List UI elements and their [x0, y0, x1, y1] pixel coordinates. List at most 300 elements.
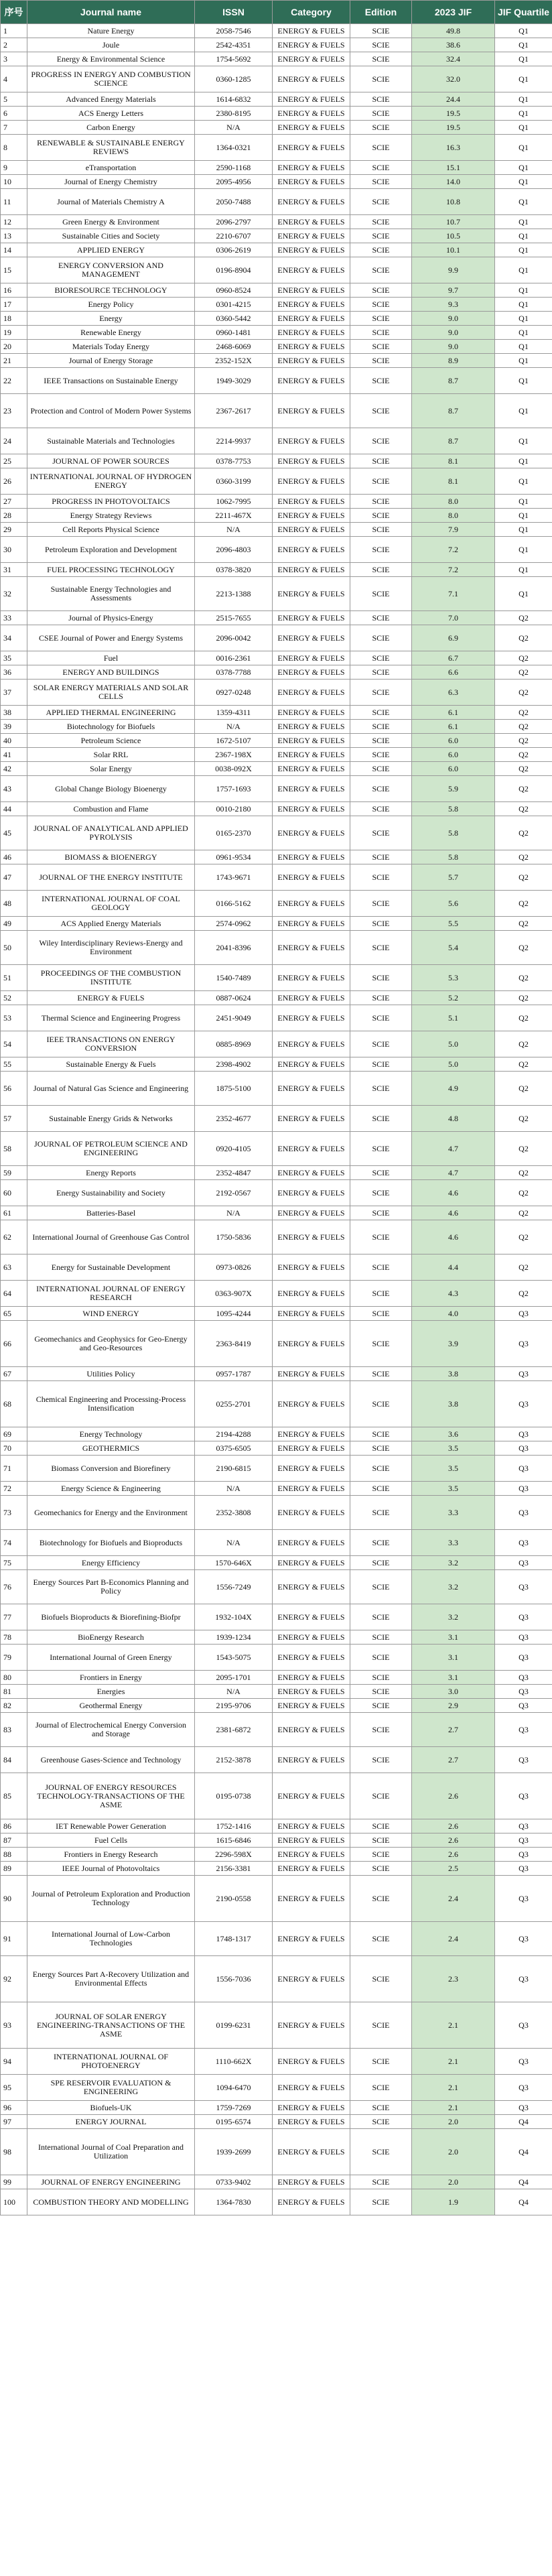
cell-journal-name: ENERGY JOURNAL — [27, 2115, 195, 2129]
cell-category: ENERGY & FUELS — [273, 917, 350, 931]
cell-journal-name: ENERGY CONVERSION AND MANAGEMENT — [27, 257, 195, 283]
cell-edition: SCIE — [350, 1281, 412, 1307]
cell-issn: 0195-0738 — [195, 1773, 273, 1819]
cell-edition: SCIE — [350, 1699, 412, 1713]
cell-jif: 7.2 — [412, 563, 495, 577]
table-row — [1, 283, 552, 298]
cell-edition: SCIE — [350, 816, 412, 850]
cell-journal-name: Cell Reports Physical Science — [27, 523, 195, 537]
cell-index: 38 — [1, 706, 27, 720]
cell-quartile: Q2 — [495, 1005, 552, 1031]
cell-category: ENERGY & FUELS — [273, 283, 350, 298]
table-row — [1, 1922, 552, 1956]
cell-edition: SCIE — [350, 965, 412, 991]
table-row — [1, 1031, 552, 1057]
cell-journal-name: International Journal of Coal Preparation and Utilization — [27, 2129, 195, 2175]
table-row — [1, 748, 552, 762]
cell-journal-name: Sustainable Energy Grids & Networks — [27, 1106, 195, 1132]
header-category: Category — [273, 1, 350, 24]
cell-jif: 4.6 — [412, 1180, 495, 1206]
cell-category: ENERGY & FUELS — [273, 368, 350, 394]
cell-quartile: Q2 — [495, 706, 552, 720]
cell-issn: 2096-0042 — [195, 625, 273, 651]
cell-category: ENERGY & FUELS — [273, 215, 350, 229]
cell-quartile: Q1 — [495, 523, 552, 537]
cell-issn: N/A — [195, 720, 273, 734]
cell-issn: N/A — [195, 523, 273, 537]
cell-category: ENERGY & FUELS — [273, 161, 350, 175]
table-row — [1, 1005, 552, 1031]
cell-edition: SCIE — [350, 1321, 412, 1367]
table-row — [1, 1570, 552, 1604]
table-row — [1, 428, 552, 454]
table-row — [1, 917, 552, 931]
cell-quartile: Q2 — [495, 891, 552, 917]
table-row — [1, 776, 552, 802]
cell-category: ENERGY & FUELS — [273, 720, 350, 734]
cell-quartile: Q3 — [495, 1862, 552, 1876]
cell-quartile: Q3 — [495, 1848, 552, 1862]
cell-edition: SCIE — [350, 734, 412, 748]
cell-index: 39 — [1, 720, 27, 734]
cell-edition: SCIE — [350, 577, 412, 611]
cell-index: 64 — [1, 1281, 27, 1307]
cell-category: ENERGY & FUELS — [273, 1254, 350, 1281]
table-row — [1, 298, 552, 312]
cell-issn: 2367-198X — [195, 748, 273, 762]
cell-edition: SCIE — [350, 1685, 412, 1699]
cell-quartile: Q1 — [495, 495, 552, 509]
table-row — [1, 340, 552, 354]
header-jif: 2023 JIF — [412, 1, 495, 24]
cell-category: ENERGY & FUELS — [273, 1773, 350, 1819]
cell-index: 69 — [1, 1427, 27, 1441]
cell-edition: SCIE — [350, 850, 412, 864]
cell-category: ENERGY & FUELS — [273, 2115, 350, 2129]
cell-issn: 2363-8419 — [195, 1321, 273, 1367]
cell-jif: 24.4 — [412, 92, 495, 107]
cell-quartile: Q3 — [495, 2075, 552, 2101]
cell-journal-name: SPE RESERVOIR EVALUATION & ENGINEERING — [27, 2075, 195, 2101]
cell-category: ENERGY & FUELS — [273, 563, 350, 577]
cell-edition: SCIE — [350, 312, 412, 326]
cell-category: ENERGY & FUELS — [273, 1321, 350, 1367]
cell-jif: 3.0 — [412, 1685, 495, 1699]
cell-index: 65 — [1, 1307, 27, 1321]
cell-journal-name: Advanced Energy Materials — [27, 92, 195, 107]
cell-journal-name: Thermal Science and Engineering Progress — [27, 1005, 195, 1031]
cell-issn: 2381-6872 — [195, 1713, 273, 1747]
cell-edition: SCIE — [350, 1106, 412, 1132]
cell-jif: 4.7 — [412, 1166, 495, 1180]
cell-jif: 2.1 — [412, 2101, 495, 2115]
cell-edition: SCIE — [350, 283, 412, 298]
table-row — [1, 135, 552, 161]
cell-index: 91 — [1, 1922, 27, 1956]
cell-issn: 1752-1416 — [195, 1819, 273, 1833]
cell-issn: 0927-0248 — [195, 680, 273, 706]
cell-journal-name: INTERNATIONAL JOURNAL OF ENERGY RESEARCH — [27, 1281, 195, 1307]
cell-journal-name: Protection and Control of Modern Power Systems — [27, 394, 195, 428]
cell-edition: SCIE — [350, 2115, 412, 2129]
cell-journal-name: IEEE TRANSACTIONS ON ENERGY CONVERSION — [27, 1031, 195, 1057]
cell-jif: 3.6 — [412, 1427, 495, 1441]
cell-quartile: Q3 — [495, 1773, 552, 1819]
cell-category: ENERGY & FUELS — [273, 1031, 350, 1057]
cell-edition: SCIE — [350, 298, 412, 312]
cell-jif: 4.7 — [412, 1132, 495, 1166]
cell-issn: 2096-2797 — [195, 215, 273, 229]
cell-category: ENERGY & FUELS — [273, 229, 350, 243]
cell-quartile: Q2 — [495, 850, 552, 864]
cell-issn: 0733-9402 — [195, 2175, 273, 2189]
cell-issn: 0038-092X — [195, 762, 273, 776]
cell-edition: SCIE — [350, 776, 412, 802]
cell-edition: SCIE — [350, 92, 412, 107]
cell-journal-name: Biofuels Bioproducts & Biorefining-Biofpr — [27, 1604, 195, 1630]
cell-issn: 1743-9671 — [195, 864, 273, 891]
cell-category: ENERGY & FUELS — [273, 2189, 350, 2215]
cell-issn: 0360-3199 — [195, 468, 273, 495]
table-row — [1, 2115, 552, 2129]
cell-edition: SCIE — [350, 931, 412, 965]
cell-journal-name: ACS Applied Energy Materials — [27, 917, 195, 931]
cell-category: ENERGY & FUELS — [273, 1456, 350, 1482]
table-row — [1, 706, 552, 720]
cell-quartile: Q2 — [495, 1254, 552, 1281]
header-quartile: JIF Quartile — [495, 1, 552, 24]
cell-index: 70 — [1, 1441, 27, 1456]
cell-edition: SCIE — [350, 1604, 412, 1630]
cell-index: 9 — [1, 161, 27, 175]
cell-issn: 0378-7753 — [195, 454, 273, 468]
cell-category: ENERGY & FUELS — [273, 1180, 350, 1206]
table-row — [1, 1819, 552, 1833]
table-row — [1, 991, 552, 1005]
cell-jif: 3.5 — [412, 1456, 495, 1482]
cell-journal-name: Biotechnology for Biofuels and Bioproducts — [27, 1530, 195, 1556]
table-row — [1, 1685, 552, 1699]
cell-index: 90 — [1, 1876, 27, 1922]
cell-quartile: Q3 — [495, 2101, 552, 2115]
cell-jif: 6.7 — [412, 651, 495, 665]
cell-edition: SCIE — [350, 135, 412, 161]
cell-quartile: Q1 — [495, 340, 552, 354]
cell-edition: SCIE — [350, 706, 412, 720]
cell-category: ENERGY & FUELS — [273, 2002, 350, 2049]
cell-quartile: Q1 — [495, 283, 552, 298]
cell-quartile: Q1 — [495, 298, 552, 312]
cell-index: 55 — [1, 1057, 27, 1072]
cell-category: ENERGY & FUELS — [273, 509, 350, 523]
cell-issn: 0196-8904 — [195, 257, 273, 283]
table-row — [1, 1254, 552, 1281]
cell-edition: SCIE — [350, 1180, 412, 1206]
table-row — [1, 1699, 552, 1713]
cell-jif: 6.0 — [412, 762, 495, 776]
cell-category: ENERGY & FUELS — [273, 665, 350, 680]
table-row — [1, 2075, 552, 2101]
cell-journal-name: Biotechnology for Biofuels — [27, 720, 195, 734]
cell-journal-name: BIOMASS & BIOENERGY — [27, 850, 195, 864]
cell-quartile: Q3 — [495, 1671, 552, 1685]
cell-quartile: Q2 — [495, 1106, 552, 1132]
header-index: 序号 — [1, 1, 27, 24]
cell-category: ENERGY & FUELS — [273, 394, 350, 428]
cell-index: 44 — [1, 802, 27, 816]
table-row — [1, 2129, 552, 2175]
table-row — [1, 1206, 552, 1220]
cell-journal-name: Journal of Electrochemical Energy Conversion and Storage — [27, 1713, 195, 1747]
cell-edition: SCIE — [350, 368, 412, 394]
cell-jif: 5.6 — [412, 891, 495, 917]
cell-issn: 2190-0558 — [195, 1876, 273, 1922]
cell-issn: 1615-6846 — [195, 1833, 273, 1848]
cell-index: 30 — [1, 537, 27, 563]
cell-quartile: Q3 — [495, 2049, 552, 2075]
table-row — [1, 2101, 552, 2115]
table-row — [1, 1956, 552, 2002]
cell-jif: 2.6 — [412, 1833, 495, 1848]
cell-edition: SCIE — [350, 509, 412, 523]
cell-issn: 0375-6505 — [195, 1441, 273, 1456]
cell-issn: 1750-5836 — [195, 1220, 273, 1254]
cell-journal-name: Geomechanics and Geophysics for Geo-Energy and Geo-Resources — [27, 1321, 195, 1367]
cell-edition: SCIE — [350, 1367, 412, 1381]
table-row — [1, 1220, 552, 1254]
table-row — [1, 1833, 552, 1848]
table-row — [1, 1132, 552, 1166]
cell-journal-name: Sustainable Materials and Technologies — [27, 428, 195, 454]
cell-category: ENERGY & FUELS — [273, 1699, 350, 1713]
cell-quartile: Q1 — [495, 229, 552, 243]
cell-edition: SCIE — [350, 1848, 412, 1862]
cell-issn: N/A — [195, 1530, 273, 1556]
cell-category: ENERGY & FUELS — [273, 1530, 350, 1556]
table-row — [1, 965, 552, 991]
cell-category: ENERGY & FUELS — [273, 38, 350, 52]
cell-jif: 32.0 — [412, 66, 495, 92]
cell-category: ENERGY & FUELS — [273, 24, 350, 38]
table-row — [1, 864, 552, 891]
cell-index: 6 — [1, 107, 27, 121]
cell-index: 47 — [1, 864, 27, 891]
table-row — [1, 680, 552, 706]
cell-index: 41 — [1, 748, 27, 762]
cell-jif: 3.1 — [412, 1630, 495, 1645]
cell-index: 82 — [1, 1699, 27, 1713]
cell-edition: SCIE — [350, 243, 412, 257]
cell-issn: 1570-646X — [195, 1556, 273, 1570]
cell-issn: 0255-2701 — [195, 1381, 273, 1427]
cell-jif: 2.4 — [412, 1922, 495, 1956]
cell-edition: SCIE — [350, 2189, 412, 2215]
table-row — [1, 1072, 552, 1106]
cell-journal-name: Journal of Materials Chemistry A — [27, 189, 195, 215]
cell-category: ENERGY & FUELS — [273, 2129, 350, 2175]
cell-edition: SCIE — [350, 24, 412, 38]
cell-jif: 9.7 — [412, 283, 495, 298]
cell-edition: SCIE — [350, 1307, 412, 1321]
cell-edition: SCIE — [350, 2002, 412, 2049]
cell-edition: SCIE — [350, 1530, 412, 1556]
cell-quartile: Q1 — [495, 215, 552, 229]
cell-category: ENERGY & FUELS — [273, 1057, 350, 1072]
table-row — [1, 175, 552, 189]
cell-category: ENERGY & FUELS — [273, 189, 350, 215]
cell-index: 28 — [1, 509, 27, 523]
cell-quartile: Q2 — [495, 1057, 552, 1072]
table-row — [1, 2175, 552, 2189]
cell-issn: 1359-4311 — [195, 706, 273, 720]
cell-jif: 5.5 — [412, 917, 495, 931]
cell-issn: 2210-6707 — [195, 229, 273, 243]
cell-issn: 1540-7489 — [195, 965, 273, 991]
cell-journal-name: Sustainable Energy & Fuels — [27, 1057, 195, 1072]
cell-index: 92 — [1, 1956, 27, 2002]
cell-quartile: Q2 — [495, 625, 552, 651]
cell-jif: 19.5 — [412, 121, 495, 135]
table-row — [1, 762, 552, 776]
cell-quartile: Q3 — [495, 1956, 552, 2002]
cell-edition: SCIE — [350, 1456, 412, 1482]
table-row — [1, 720, 552, 734]
cell-category: ENERGY & FUELS — [273, 1570, 350, 1604]
cell-quartile: Q2 — [495, 720, 552, 734]
cell-category: ENERGY & FUELS — [273, 1482, 350, 1496]
cell-quartile: Q2 — [495, 1206, 552, 1220]
cell-index: 94 — [1, 2049, 27, 2075]
cell-quartile: Q1 — [495, 454, 552, 468]
cell-edition: SCIE — [350, 1132, 412, 1166]
cell-quartile: Q3 — [495, 1307, 552, 1321]
cell-journal-name: Energy Efficiency — [27, 1556, 195, 1570]
cell-index: 46 — [1, 850, 27, 864]
cell-index: 17 — [1, 298, 27, 312]
cell-category: ENERGY & FUELS — [273, 1819, 350, 1833]
cell-edition: SCIE — [350, 1922, 412, 1956]
table-row — [1, 243, 552, 257]
cell-quartile: Q2 — [495, 816, 552, 850]
cell-quartile: Q1 — [495, 92, 552, 107]
cell-category: ENERGY & FUELS — [273, 1685, 350, 1699]
cell-category: ENERGY & FUELS — [273, 298, 350, 312]
cell-issn: 2451-9049 — [195, 1005, 273, 1031]
cell-quartile: Q2 — [495, 802, 552, 816]
cell-journal-name: Energy Policy — [27, 298, 195, 312]
cell-jif: 5.1 — [412, 1005, 495, 1031]
table-row — [1, 1556, 552, 1570]
cell-jif: 3.3 — [412, 1496, 495, 1530]
cell-index: 15 — [1, 257, 27, 283]
cell-quartile: Q1 — [495, 107, 552, 121]
table-row — [1, 394, 552, 428]
cell-edition: SCIE — [350, 394, 412, 428]
cell-issn: 1364-7830 — [195, 2189, 273, 2215]
cell-index: 53 — [1, 1005, 27, 1031]
cell-issn: 1095-4244 — [195, 1307, 273, 1321]
table-row — [1, 2189, 552, 2215]
cell-issn: 0016-2361 — [195, 651, 273, 665]
cell-jif: 5.4 — [412, 931, 495, 965]
cell-journal-name: INTERNATIONAL JOURNAL OF HYDROGEN ENERGY — [27, 468, 195, 495]
cell-quartile: Q3 — [495, 1630, 552, 1645]
cell-category: ENERGY & FUELS — [273, 537, 350, 563]
cell-jif: 8.9 — [412, 354, 495, 368]
cell-edition: SCIE — [350, 107, 412, 121]
cell-issn: 0920-4105 — [195, 1132, 273, 1166]
cell-jif: 6.0 — [412, 748, 495, 762]
cell-journal-name: GEOTHERMICS — [27, 1441, 195, 1456]
cell-issn: 1949-3029 — [195, 368, 273, 394]
cell-category: ENERGY & FUELS — [273, 2049, 350, 2075]
cell-journal-name: BIORESOURCE TECHNOLOGY — [27, 283, 195, 298]
cell-quartile: Q1 — [495, 52, 552, 66]
cell-jif: 7.2 — [412, 537, 495, 563]
cell-issn: 2050-7488 — [195, 189, 273, 215]
cell-index: 42 — [1, 762, 27, 776]
cell-edition: SCIE — [350, 1556, 412, 1570]
table-row — [1, 734, 552, 748]
cell-edition: SCIE — [350, 1747, 412, 1773]
cell-journal-name: SOLAR ENERGY MATERIALS AND SOLAR CELLS — [27, 680, 195, 706]
table-row — [1, 1106, 552, 1132]
cell-quartile: Q3 — [495, 1747, 552, 1773]
table-row — [1, 468, 552, 495]
table-row — [1, 1848, 552, 1862]
cell-category: ENERGY & FUELS — [273, 1956, 350, 2002]
cell-jif: 5.8 — [412, 850, 495, 864]
cell-quartile: Q2 — [495, 680, 552, 706]
cell-issn: N/A — [195, 1206, 273, 1220]
cell-journal-name: Journal of Petroleum Exploration and Production Technology — [27, 1876, 195, 1922]
cell-index: 10 — [1, 175, 27, 189]
cell-issn: 2515-7655 — [195, 611, 273, 625]
cell-quartile: Q3 — [495, 1604, 552, 1630]
cell-issn: 1543-5075 — [195, 1645, 273, 1671]
cell-quartile: Q3 — [495, 2002, 552, 2049]
cell-jif: 3.8 — [412, 1381, 495, 1427]
table-row — [1, 1307, 552, 1321]
cell-edition: SCIE — [350, 917, 412, 931]
table-row — [1, 651, 552, 665]
cell-issn: 2190-6815 — [195, 1456, 273, 1482]
table-row — [1, 1057, 552, 1072]
cell-index: 83 — [1, 1713, 27, 1747]
cell-jif: 10.5 — [412, 229, 495, 243]
cell-jif: 2.1 — [412, 2049, 495, 2075]
cell-jif: 4.6 — [412, 1206, 495, 1220]
cell-journal-name: Wiley Interdisciplinary Reviews-Energy and Environment — [27, 931, 195, 965]
cell-journal-name: Energy Sources Part A-Recovery Utilization and Environmental Effects — [27, 1956, 195, 2002]
cell-quartile: Q2 — [495, 931, 552, 965]
cell-jif: 2.5 — [412, 1862, 495, 1876]
cell-quartile: Q2 — [495, 917, 552, 931]
cell-index: 96 — [1, 2101, 27, 2115]
cell-index: 85 — [1, 1773, 27, 1819]
cell-category: ENERGY & FUELS — [273, 762, 350, 776]
cell-edition: SCIE — [350, 175, 412, 189]
cell-jif: 3.1 — [412, 1645, 495, 1671]
cell-index: 37 — [1, 680, 27, 706]
cell-category: ENERGY & FUELS — [273, 1848, 350, 1862]
cell-journal-name: International Journal of Greenhouse Gas Control — [27, 1220, 195, 1254]
cell-index: 66 — [1, 1321, 27, 1367]
cell-index: 73 — [1, 1496, 27, 1530]
cell-jif: 3.3 — [412, 1530, 495, 1556]
cell-jif: 15.1 — [412, 161, 495, 175]
cell-jif: 3.5 — [412, 1441, 495, 1456]
